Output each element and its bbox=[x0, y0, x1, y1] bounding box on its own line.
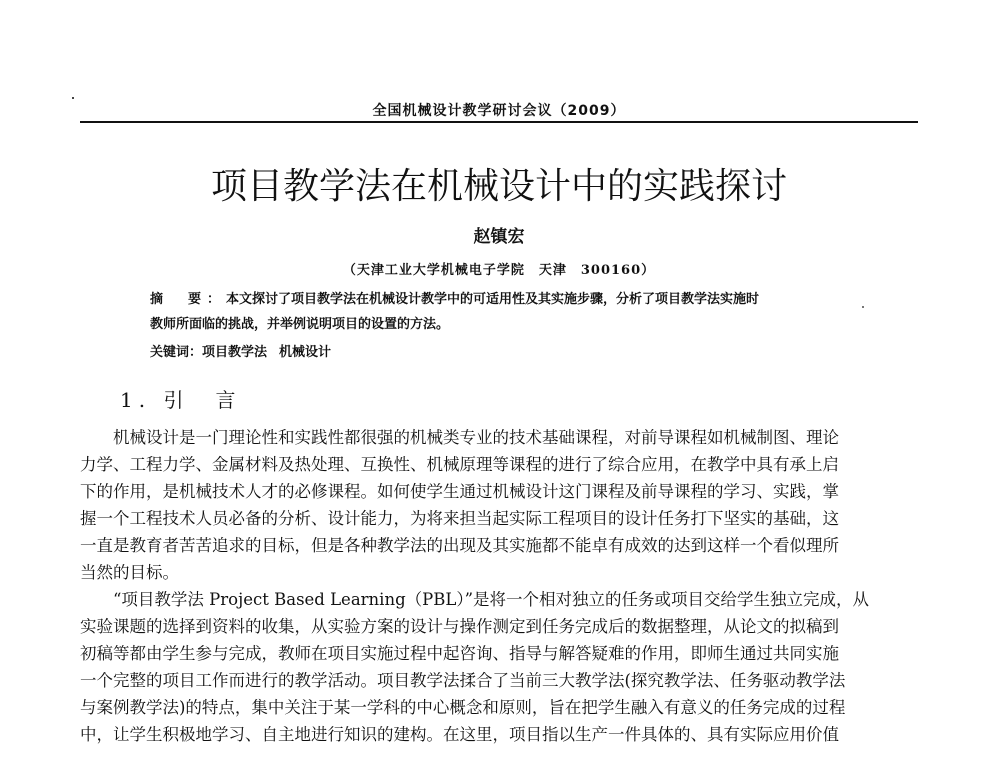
author-affiliation: （天津工业大学机械电子学院 天津 300160） bbox=[342, 263, 656, 278]
header-rule bbox=[80, 121, 918, 123]
author-name: 赵镇宏 bbox=[473, 227, 525, 247]
abstract-line-1 bbox=[150, 287, 880, 312]
paragraph-2 bbox=[80, 586, 918, 613]
text-line: 中，让学生积极地学习、自主地进行知识的建构。在这里，项目指以生产一件具体的、具有实际应用价值 bbox=[80, 725, 839, 744]
paper-title: 项目教学法在机械设计中的实践探讨 bbox=[210, 166, 787, 207]
text-line: 一直是教育者苦苦追求的目标，但是各种教学法的出现及其实施都不能卓有成效的达到这样一个看似理所 bbox=[80, 536, 839, 555]
text-line: 机械设计是一门理论性和实践性都很强的机械类专业的技术基础课程，对前导课程如机械制图、理论 bbox=[113, 428, 839, 447]
keyword: 项目教学法 bbox=[202, 345, 268, 360]
abstract-text: 本文探讨了项目教学法在机械设计教学中的可适用性及其实施步骤，分析了项目教学法实施时 bbox=[226, 292, 760, 307]
text-line: 力学、工程力学、金属材料及热处理、互换性、机械原理等课程的进行了综合应用，在教学中具有承上启 bbox=[80, 455, 839, 474]
text-line: 实验课题的选择到资料的收集，从实验方案的设计与操作测定到任务完成后的数据整理，从论文的拟稿到 bbox=[80, 617, 839, 636]
keyword: 机械设计 bbox=[279, 345, 332, 360]
running-header: 全国机械设计教学研讨会议（2009） bbox=[372, 103, 626, 119]
text-line: 初稿等都由学生参与完成，教师在项目实施过程中起咨询、指导与解答疑难的作用，即师生通过共同实施 bbox=[80, 644, 839, 663]
text-line: 当然的目标。 bbox=[80, 563, 179, 582]
abstract-line-2: 教师所面临的挑战，并举例说明项目的设置的方法。 bbox=[150, 317, 450, 332]
section-heading: 1. 引 言 bbox=[120, 388, 242, 412]
body-text bbox=[80, 424, 918, 748]
text-line: 下的作用，是机械技术人才的必修课程。如何使学生通过机械设计这门课程及前导课程的学习、实践，掌 bbox=[80, 482, 839, 501]
text-line: 握一个工程技术人员必备的分析、设计能力，为将来担当起实际工程项目的设计任务打下坚实的基础，这 bbox=[80, 509, 839, 528]
abstract-label: 摘 要： bbox=[150, 292, 227, 307]
paragraph-1 bbox=[80, 424, 918, 451]
text-line: 一个完整的项目工作而进行的教学活动。项目教学法揉合了当前三大教学法(探究教学法、任务驱动教学法 bbox=[80, 671, 846, 690]
scan-speck bbox=[72, 97, 74, 99]
text-line: 与案例教学法)的特点，集中关注于某一学科的中心概念和原则，旨在把学生融入有意义的任务完成的过程 bbox=[80, 698, 846, 717]
keywords bbox=[150, 341, 880, 360]
keywords-label: 关键词： bbox=[150, 345, 203, 360]
text-line: “项目教学法 Project Based Learning（PBL）”是将一个相对独立的任务或项目交给学生独立完成，从 bbox=[113, 590, 870, 609]
abstract bbox=[150, 287, 880, 337]
